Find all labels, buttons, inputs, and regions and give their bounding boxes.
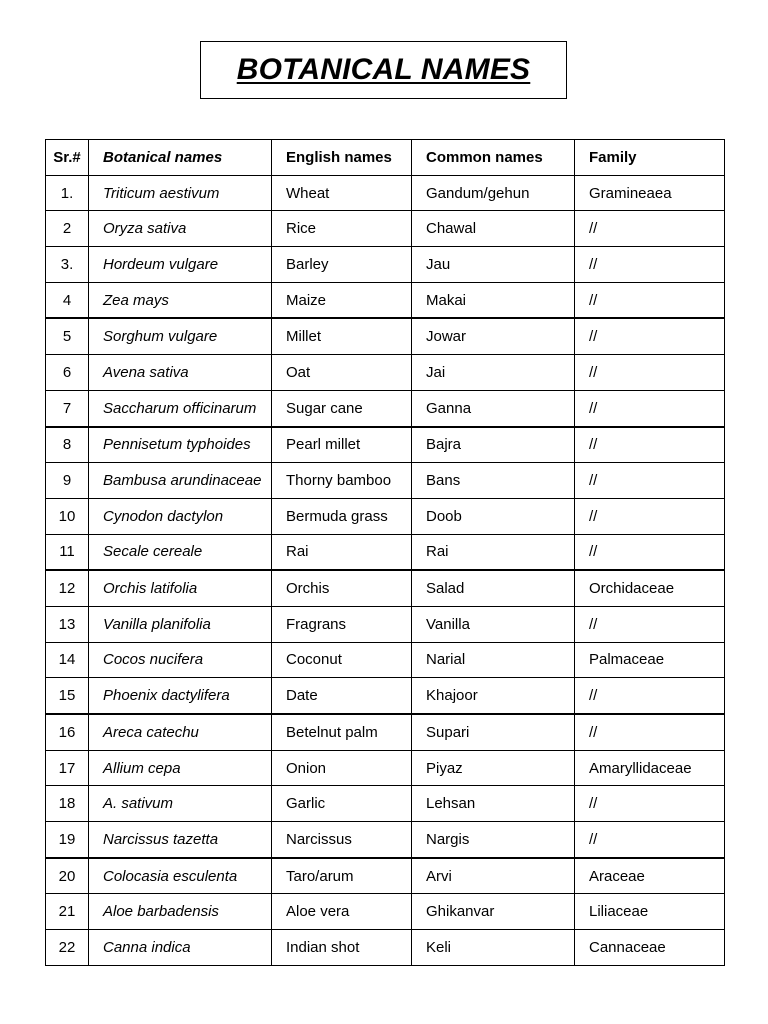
cell-botanical-name: Oryza sativa [89, 211, 272, 247]
cell-common-name: Vanilla [412, 606, 575, 642]
cell-family: // [575, 390, 725, 426]
cell-common-name: Chawal [412, 211, 575, 247]
table-row [46, 175, 725, 211]
cell-english-name: Pearl millet [272, 427, 412, 463]
table-row [46, 318, 725, 354]
cell-common-name: Arvi [412, 858, 575, 894]
table-body [46, 175, 725, 965]
table-row [46, 211, 725, 247]
cell-english-name: Oat [272, 355, 412, 391]
cell-family: // [575, 427, 725, 463]
cell-common-name: Bajra [412, 427, 575, 463]
cell-botanical-name: Zea mays [89, 282, 272, 318]
table-row [46, 714, 725, 750]
cell-common-name: Jowar [412, 318, 575, 354]
table-row [46, 570, 725, 606]
cell-family: // [575, 282, 725, 318]
table-row [46, 822, 725, 858]
cell-common-name: Piyaz [412, 750, 575, 786]
cell-botanical-name: Narcissus tazetta [89, 822, 272, 858]
cell-english-name: Rice [272, 211, 412, 247]
table-row [46, 390, 725, 426]
cell-botanical-name: Cocos nucifera [89, 642, 272, 678]
cell-english-name: Thorny bamboo [272, 463, 412, 499]
cell-botanical-name: Sorghum vulgare [89, 318, 272, 354]
cell-sr: 2 [46, 211, 89, 247]
cell-sr: 15 [46, 678, 89, 714]
cell-sr: 14 [46, 642, 89, 678]
botanical-names-table [45, 139, 725, 966]
cell-sr: 3. [46, 247, 89, 283]
cell-english-name: Betelnut palm [272, 714, 412, 750]
cell-botanical-name: Vanilla planifolia [89, 606, 272, 642]
table-row [46, 786, 725, 822]
cell-sr: 6 [46, 355, 89, 391]
cell-sr: 1. [46, 175, 89, 211]
header-sr: Sr.# [46, 140, 89, 176]
cell-english-name: Millet [272, 318, 412, 354]
cell-english-name: Barley [272, 247, 412, 283]
table-header-row [46, 140, 725, 176]
cell-sr: 9 [46, 463, 89, 499]
table-row [46, 534, 725, 570]
table-row [46, 894, 725, 930]
cell-botanical-name: Avena sativa [89, 355, 272, 391]
cell-sr: 13 [46, 606, 89, 642]
header-family: Family [575, 140, 725, 176]
cell-common-name: Doob [412, 498, 575, 534]
cell-family: // [575, 678, 725, 714]
table-row [46, 642, 725, 678]
cell-botanical-name: Phoenix dactylifera [89, 678, 272, 714]
cell-english-name: Rai [272, 534, 412, 570]
cell-english-name: Aloe vera [272, 894, 412, 930]
cell-botanical-name: Aloe barbadensis [89, 894, 272, 930]
cell-sr: 12 [46, 570, 89, 606]
cell-common-name: Jai [412, 355, 575, 391]
cell-family: Gramineaea [575, 175, 725, 211]
cell-sr: 20 [46, 858, 89, 894]
cell-family: // [575, 247, 725, 283]
cell-botanical-name: Cynodon dactylon [89, 498, 272, 534]
cell-english-name: Date [272, 678, 412, 714]
cell-common-name: Ghikanvar [412, 894, 575, 930]
cell-sr: 17 [46, 750, 89, 786]
cell-family: // [575, 498, 725, 534]
cell-family: // [575, 714, 725, 750]
cell-family: Palmaceae [575, 642, 725, 678]
cell-english-name: Maize [272, 282, 412, 318]
cell-family: // [575, 606, 725, 642]
cell-family: // [575, 211, 725, 247]
cell-common-name: Lehsan [412, 786, 575, 822]
title-box [200, 41, 567, 99]
header-botanical-names: Botanical names [89, 140, 272, 176]
table-row [46, 427, 725, 463]
cell-sr: 16 [46, 714, 89, 750]
cell-family: // [575, 318, 725, 354]
cell-english-name: Taro/arum [272, 858, 412, 894]
table-row [46, 606, 725, 642]
cell-sr: 19 [46, 822, 89, 858]
cell-family: Araceae [575, 858, 725, 894]
cell-family: Liliaceae [575, 894, 725, 930]
cell-sr: 10 [46, 498, 89, 534]
cell-family: Cannaceae [575, 930, 725, 966]
cell-common-name: Makai [412, 282, 575, 318]
cell-botanical-name: Saccharum officinarum [89, 390, 272, 426]
table-row [46, 247, 725, 283]
page-title: BOTANICAL NAMES [236, 53, 531, 86]
cell-english-name: Wheat [272, 175, 412, 211]
cell-botanical-name: Hordeum vulgare [89, 247, 272, 283]
cell-common-name: Rai [412, 534, 575, 570]
header-common-names: Common names [412, 140, 575, 176]
cell-sr: 11 [46, 534, 89, 570]
cell-family: Orchidaceae [575, 570, 725, 606]
cell-botanical-name: Colocasia esculenta [89, 858, 272, 894]
cell-botanical-name: Pennisetum typhoides [89, 427, 272, 463]
cell-english-name: Orchis [272, 570, 412, 606]
cell-botanical-name: Secale cereale [89, 534, 272, 570]
cell-botanical-name: Areca catechu [89, 714, 272, 750]
cell-common-name: Khajoor [412, 678, 575, 714]
cell-sr: 21 [46, 894, 89, 930]
cell-english-name: Fragrans [272, 606, 412, 642]
cell-common-name: Gandum/gehun [412, 175, 575, 211]
cell-family: // [575, 822, 725, 858]
header-english-names: English names [272, 140, 412, 176]
cell-sr: 5 [46, 318, 89, 354]
cell-common-name: Bans [412, 463, 575, 499]
cell-sr: 18 [46, 786, 89, 822]
cell-common-name: Jau [412, 247, 575, 283]
cell-sr: 7 [46, 390, 89, 426]
cell-botanical-name: Orchis latifolia [89, 570, 272, 606]
cell-common-name: Ganna [412, 390, 575, 426]
cell-english-name: Bermuda grass [272, 498, 412, 534]
cell-common-name: Supari [412, 714, 575, 750]
cell-sr: 8 [46, 427, 89, 463]
table-row [46, 355, 725, 391]
cell-botanical-name: Canna indica [89, 930, 272, 966]
cell-english-name: Indian shot [272, 930, 412, 966]
cell-family: // [575, 786, 725, 822]
cell-family: // [575, 355, 725, 391]
cell-botanical-name: Allium cepa [89, 750, 272, 786]
cell-english-name: Narcissus [272, 822, 412, 858]
cell-family: // [575, 463, 725, 499]
table-row [46, 498, 725, 534]
cell-english-name: Garlic [272, 786, 412, 822]
cell-botanical-name: Triticum aestivum [89, 175, 272, 211]
cell-common-name: Keli [412, 930, 575, 966]
cell-sr: 22 [46, 930, 89, 966]
table-row [46, 282, 725, 318]
cell-english-name: Coconut [272, 642, 412, 678]
cell-english-name: Sugar cane [272, 390, 412, 426]
cell-sr: 4 [46, 282, 89, 318]
cell-botanical-name: A. sativum [89, 786, 272, 822]
cell-english-name: Onion [272, 750, 412, 786]
cell-common-name: Narial [412, 642, 575, 678]
cell-botanical-name: Bambusa arundinaceae [89, 463, 272, 499]
cell-family: Amaryllidaceae [575, 750, 725, 786]
table-row [46, 678, 725, 714]
cell-common-name: Salad [412, 570, 575, 606]
cell-common-name: Nargis [412, 822, 575, 858]
table-row [46, 750, 725, 786]
table-row [46, 858, 725, 894]
table-row [46, 930, 725, 966]
cell-family: // [575, 534, 725, 570]
table-row [46, 463, 725, 499]
